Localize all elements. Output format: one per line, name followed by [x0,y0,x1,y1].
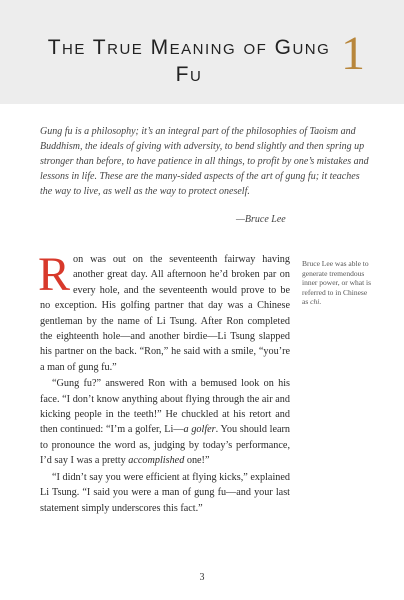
sidebar-note-text: Bruce Lee was able to generate tremendous inner power, or what is referred to in Chinese as [302,259,372,306]
paragraph-1 [38,248,290,375]
paragraph-1-text: on was out on the seventeenth fairway having another great day. All afternoon he’d broken par on every hole, and the seventeenth would prove to be no exception. His golfing partner that day was a Chinese gentleman by the name of Li Tsung. After Ron completed the eighteenth hole—and another birdie—Li Tsung slapped his partner on the back. “Ron,” he said with a smile, “you’re a man of gung fu.” [40,254,290,373]
sidebar-note [302,259,374,307]
body-text [38,248,290,517]
paragraph-2-emphasis-1: a golfer [183,424,216,436]
chapter-number: 1 [341,27,365,80]
paragraph-3: “I didn’t say you were efficient at flying kicks,” explained Li Tsung. “I said you were a man of gung fu—and your last statement simply underscores this fact.” [40,471,290,514]
chapter-title: The True Meaning of Gung Fu [47,36,331,86]
paragraph-2-emphasis-2: accomplished [128,455,185,467]
paragraph-2-text-b: . You should learn to pronounce the word as, judging by today’s performance, I’d say I was a pretty [40,424,290,467]
paragraph-2 [40,376,290,468]
sidebar-note-term: chi [310,297,320,306]
page-number: 3 [199,572,205,583]
epigraph-quote: Gung fu is a philosophy; it’s an integral part of the philosophies of Taoism and Buddhism, the ideals of giving with adversity, to bend slightly and then spring up stronger than before, to have patience in all things, to profit by one’s mistakes and lessons in life. These are the many-sided aspects of the art of gung fu; it teaches the way to live, as well as the way to protect oneself. [40,126,369,197]
paragraph-2-text-c: one!” [184,455,210,467]
drop-cap: R [38,248,71,301]
sidebar-note-end: . [319,297,322,306]
epigraph-attribution: —Bruce Lee [236,214,286,225]
paragraph-2-text-a: “Gung fu?” answered Ron with a bemused look on his face. “I don’t know anything about flying through the air and kicking people in the teeth!” He chuckled at his retort and then continued: “I’m a golfer, Li— [40,378,290,436]
